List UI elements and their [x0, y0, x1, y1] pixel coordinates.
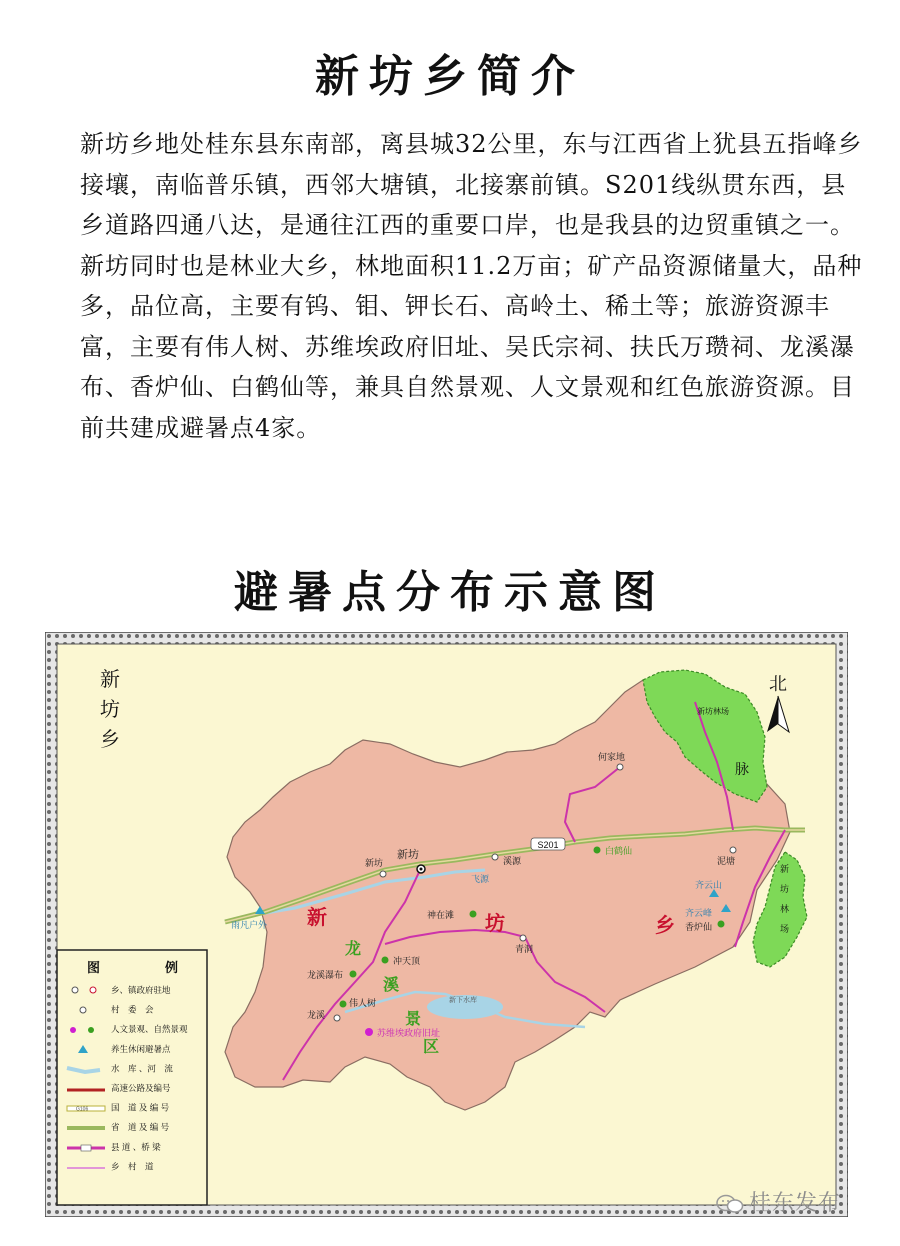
place-label: 龙溪瀑布	[307, 970, 344, 980]
place-label: 何家地	[598, 752, 626, 762]
wechat-icon	[715, 1193, 745, 1215]
place-label: 伟人树	[349, 998, 377, 1008]
legend-item-label: 水 库 、河 流	[111, 1063, 173, 1074]
township-char: 乡	[655, 915, 675, 937]
svg-text:图: 图	[87, 960, 101, 975]
place-label: 香炉仙	[685, 922, 713, 932]
place-label: 冲天顶	[393, 956, 421, 966]
place-label: 青洞	[515, 944, 534, 954]
intro-text	[80, 124, 870, 448]
legend-item-label: 国 道 及 编 号	[111, 1102, 170, 1113]
road-sign: S201	[537, 840, 559, 850]
mountain-char: 脉	[735, 761, 749, 777]
scenic-char: 溪	[383, 977, 400, 994]
watermark-text: 桂东发布	[749, 1191, 842, 1216]
place-label: 新坊	[397, 849, 419, 861]
scenic-char: 龙	[345, 941, 362, 958]
place-label: 飞源	[471, 874, 490, 884]
place-label: 雨凡户外	[231, 920, 268, 930]
north-label: 北	[769, 674, 787, 694]
place-label: 龙溪	[307, 1010, 326, 1020]
page-title: 新坊乡简介	[315, 51, 585, 102]
township-char: 新	[307, 907, 327, 929]
legend-item-label: 乡、镇政府驻地	[111, 985, 171, 995]
watermark	[715, 1186, 841, 1217]
place-label: 齐云峰	[685, 908, 713, 918]
svg-text:新: 新	[780, 864, 790, 874]
place-label: 苏维埃政府旧址	[377, 1028, 441, 1038]
svg-text:例: 例	[165, 960, 179, 975]
map-frame	[45, 632, 848, 1217]
place-label: 齐云山	[695, 880, 723, 890]
place-label: 新坊	[365, 858, 384, 868]
svg-text:乡: 乡	[100, 727, 120, 751]
legend	[57, 950, 207, 1205]
svg-text:坊: 坊	[780, 884, 790, 894]
legend-item-label: 省 道 及 编 号	[111, 1122, 170, 1133]
forest-label: 新坊林场	[697, 707, 729, 716]
place-label: 白鹤仙	[605, 846, 633, 856]
place-label: 神在滩	[427, 910, 455, 920]
legend-item-label: 乡 村 道	[111, 1161, 154, 1172]
township-char: 坊	[485, 913, 505, 935]
legend-item-label: 县 道 、桥 梁	[111, 1141, 161, 1152]
scenic-char: 区	[423, 1039, 440, 1056]
intro-paragraph: 新坊乡地处桂东县东南部，离县城32公里，东与江西省上犹县五指峰乡接壤，南临普乐镇，西邻大塘镇，北接寨前镇。S201线纵贯东西，县乡道路四通八达，是通往江西的重要口岸，也是我县的边贸重镇之一。新坊同时也是林业大乡，林地面积11.2万亩；矿产品资源储量大，品种多，品位高，主要有钨、钼、钾长石、高岭土、稀土等；旅游资源丰富，主要有伟人树、苏维埃政府旧址、吴氏宗祠、扶氏万瓒祠、龙溪瀑布、香炉仙、白鹤仙等，兼具自然景观、人文景观和红色旅游资源。目前共建成避暑点4家。	[80, 130, 863, 442]
svg-text:新: 新	[100, 667, 120, 691]
place-label: 新下水库	[449, 997, 477, 1004]
svg-text:林: 林	[780, 904, 790, 914]
legend-road-code: G106	[76, 1106, 89, 1113]
scenic-char: 景	[405, 1011, 422, 1028]
legend-item-label: 村 委 会	[111, 1004, 154, 1015]
map-title: 避暑点分布示意图	[234, 567, 666, 618]
place-label: 溪源	[503, 856, 522, 866]
svg-text:场: 场	[780, 924, 790, 934]
legend-item-label: 高速公路及编号	[111, 1083, 171, 1093]
legend-item-label: 养生休闲避暑点	[111, 1043, 171, 1054]
svg-text:坊: 坊	[100, 697, 120, 721]
place-label: 泥塘	[717, 856, 736, 866]
region-label	[100, 667, 120, 751]
legend-item-label: 人文景观、自然景观	[111, 1024, 188, 1035]
